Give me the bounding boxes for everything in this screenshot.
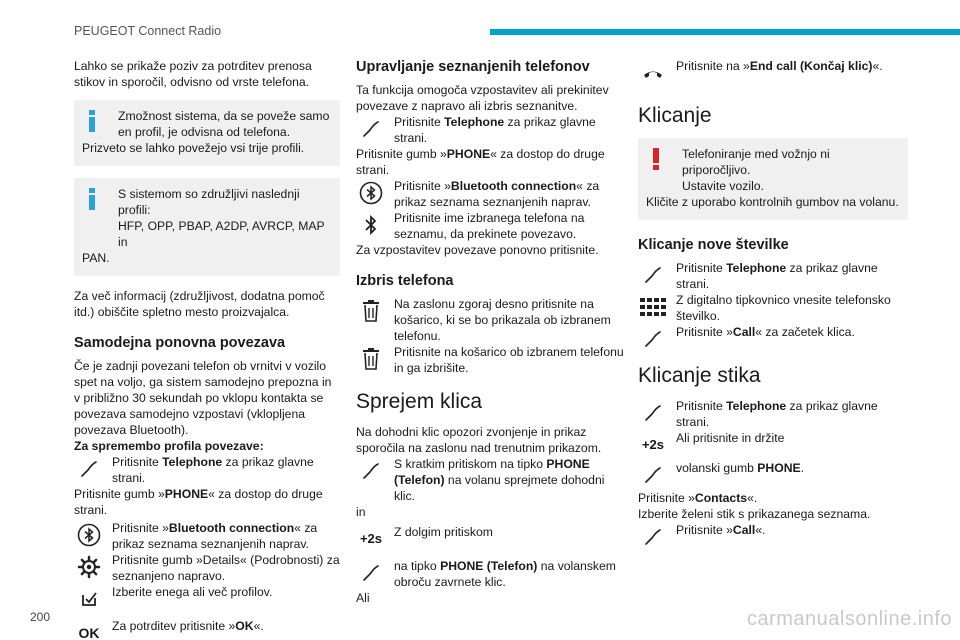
paragraph: Ta funkcija omogoča vzpostavitev ali prekinitev povezave z napravo ali izbris seznanitve. bbox=[356, 83, 609, 113]
column-2 bbox=[356, 58, 626, 606]
checkbox-icon bbox=[76, 586, 102, 612]
section-heading: Izbris telefona bbox=[356, 273, 454, 289]
bluetooth-icon bbox=[76, 522, 102, 548]
paragraph: Za vzpostavitev povezave ponovno pritisnite. bbox=[356, 243, 599, 257]
press-icon bbox=[640, 400, 666, 426]
watermark: carmanualsonline.info bbox=[746, 608, 952, 630]
step: Pritisnite Telephone za prikaz glavne strani. bbox=[638, 260, 908, 292]
end-call-icon bbox=[640, 60, 666, 86]
info-note bbox=[74, 178, 340, 276]
gear-icon bbox=[76, 554, 102, 580]
paragraph: in bbox=[356, 505, 366, 519]
page-header-title: PEUGEOT Connect Radio bbox=[74, 24, 222, 38]
paragraph: Pritisnite »Contacts«. bbox=[638, 491, 758, 505]
press-icon bbox=[358, 116, 384, 142]
paragraph: Ali bbox=[356, 591, 370, 605]
note-line: S sistemom so združljivi naslednji profili: bbox=[118, 187, 300, 217]
warning-note bbox=[638, 138, 908, 220]
section-heading: Upravljanje seznanjenih telefonov bbox=[356, 59, 590, 75]
ok-icon: OK bbox=[78, 625, 100, 640]
step: +2s Z dolgim pritiskom bbox=[356, 524, 626, 558]
step: Pritisnite na košarico ob izbranem telefonu in ga izbrišite. bbox=[356, 344, 626, 376]
press-icon bbox=[358, 458, 384, 484]
step bbox=[74, 552, 340, 584]
note-line: Kličite z uporabo kontrolnih gumbov na volanu. bbox=[646, 195, 899, 209]
step: Z digitalno tipkovnico vnesite telefonsko številko. bbox=[638, 292, 908, 324]
note-line: Zmožnost sistema, da se poveže samo bbox=[118, 109, 330, 123]
step-text: Pritisnite » bbox=[112, 521, 169, 535]
step: Pritisnite Telephone za prikaz glavne strani. bbox=[356, 114, 626, 146]
paragraph: Lahko se prikaže poziv za potrditev prenosa stikov in sporočil, odvisno od vrste telefona. bbox=[74, 59, 312, 89]
press-icon bbox=[640, 524, 666, 550]
bluetooth-symbol-icon bbox=[358, 212, 384, 238]
note-line: Ustavite vozilo. bbox=[682, 179, 764, 193]
section-heading: Klicanje nove številke bbox=[638, 237, 789, 253]
step-bold: OK bbox=[235, 619, 254, 633]
section-title: Klicanje bbox=[638, 104, 712, 127]
paragraph: Pritisnite gumb »PHONE« za dostop do druge strani. bbox=[356, 147, 605, 177]
trash-icon bbox=[358, 346, 384, 372]
step: Na zaslonu zgoraj desno pritisnite na košarico, ki se bo prikazala ob izbranem telefonu. bbox=[356, 296, 626, 344]
note-line: PAN. bbox=[82, 251, 110, 265]
step bbox=[74, 520, 340, 552]
step bbox=[74, 618, 340, 640]
page-number: 200 bbox=[30, 610, 51, 624]
note-line: en profil, je odvisna od telefona. bbox=[118, 125, 291, 139]
press-icon bbox=[358, 560, 384, 586]
step-bold: Telephone bbox=[162, 455, 223, 469]
hold-2s-icon: +2s bbox=[641, 437, 665, 452]
step: Pritisnite »Call«. bbox=[638, 522, 908, 542]
press-icon bbox=[76, 456, 102, 482]
paragraph-bold: Za spremembo profila povezave: bbox=[74, 439, 264, 453]
step: Pritisnite »Bluetooth connection« za prikaz seznama seznanjenih naprav. bbox=[356, 178, 626, 210]
step-text: za prikaz glavne strani. bbox=[112, 455, 314, 485]
paragraph: Izberite želeni stik s prikazanega seznama. bbox=[638, 507, 871, 521]
step: Pritisnite ime izbranega telefona na seznamu, da prekinete povezavo. bbox=[356, 210, 626, 242]
step: volanski gumb PHONE. bbox=[638, 460, 908, 484]
note-line: HFP, OPP, PBAP, A2DP, AVRCP, MAP in bbox=[118, 219, 325, 249]
press-icon bbox=[640, 262, 666, 288]
column-3 bbox=[638, 58, 908, 542]
section-heading: Samodejna ponovna povezava bbox=[74, 335, 286, 351]
paragraph: Pritisnite gumb »PHONE« za dostop do druge strani. bbox=[74, 487, 323, 517]
step-text: Izberite enega ali več profilov. bbox=[112, 585, 273, 599]
step: Pritisnite na »End call (Končaj klic)«. bbox=[638, 58, 908, 88]
press-icon bbox=[640, 462, 666, 488]
note-line: Prizveto se lahko povežejo vsi trije profili. bbox=[82, 141, 305, 155]
warning-icon bbox=[652, 148, 660, 174]
step-text: «. bbox=[253, 619, 264, 633]
hold-2s-icon: +2s bbox=[359, 531, 383, 546]
step: Pritisnite »Call« za začetek klica. bbox=[638, 324, 908, 344]
trash-icon bbox=[358, 298, 384, 324]
section-title: Klicanje stika bbox=[638, 364, 761, 387]
section-title: Sprejem klica bbox=[356, 390, 483, 413]
step: S kratkim pritiskom na tipko PHONE (Telefon) na volanu sprejmete dohodni klic. bbox=[356, 456, 626, 504]
step: na tipko PHONE (Telefon) na volanskem obroču zavrnete klic. bbox=[356, 558, 626, 590]
step: +2s Ali pritisnite in držite bbox=[638, 430, 908, 460]
step-text: Pritisnite bbox=[112, 455, 163, 469]
paragraph: Za več informacij (združljivost, dodatna pomoč itd.) obiščite spletno mesto proizvajalca. bbox=[74, 289, 325, 319]
info-icon bbox=[88, 110, 96, 136]
note-line: Telefoniranje med vožnjo ni priporočljivo. bbox=[682, 147, 830, 177]
paragraph: Če je zadnji povezani telefon ob vrnitvi v vozilo spet na voljo, ga sistem samodejno prepozna in v približno 30 sekundah po vklopu kontakta se povezava samodejno vzpostavi (vklopljena povezava Bluetooth). bbox=[74, 359, 332, 437]
press-icon bbox=[640, 326, 666, 352]
bluetooth-icon bbox=[358, 180, 384, 206]
paragraph: Na dohodni klic opozori zvonjenje in prikaz sporočila na zaslonu nad trenutnim prikazom. bbox=[356, 425, 602, 455]
column-1 bbox=[74, 58, 340, 640]
step bbox=[74, 584, 340, 614]
info-icon bbox=[88, 188, 96, 214]
step-text: Za potrditev pritisnite » bbox=[112, 619, 236, 633]
keypad-icon bbox=[640, 294, 666, 320]
step-text: Pritisnite gumb »Details« (Podrobnosti) za seznanjeno napravo. bbox=[112, 553, 340, 583]
header-accent-bar bbox=[490, 29, 960, 35]
step-text: « za prikaz seznama seznanjenih naprav. bbox=[112, 521, 318, 551]
info-note bbox=[74, 100, 340, 166]
step-bold: Bluetooth connection bbox=[168, 521, 295, 535]
step bbox=[74, 454, 340, 486]
step: Pritisnite Telephone za prikaz glavne strani. bbox=[638, 398, 908, 430]
